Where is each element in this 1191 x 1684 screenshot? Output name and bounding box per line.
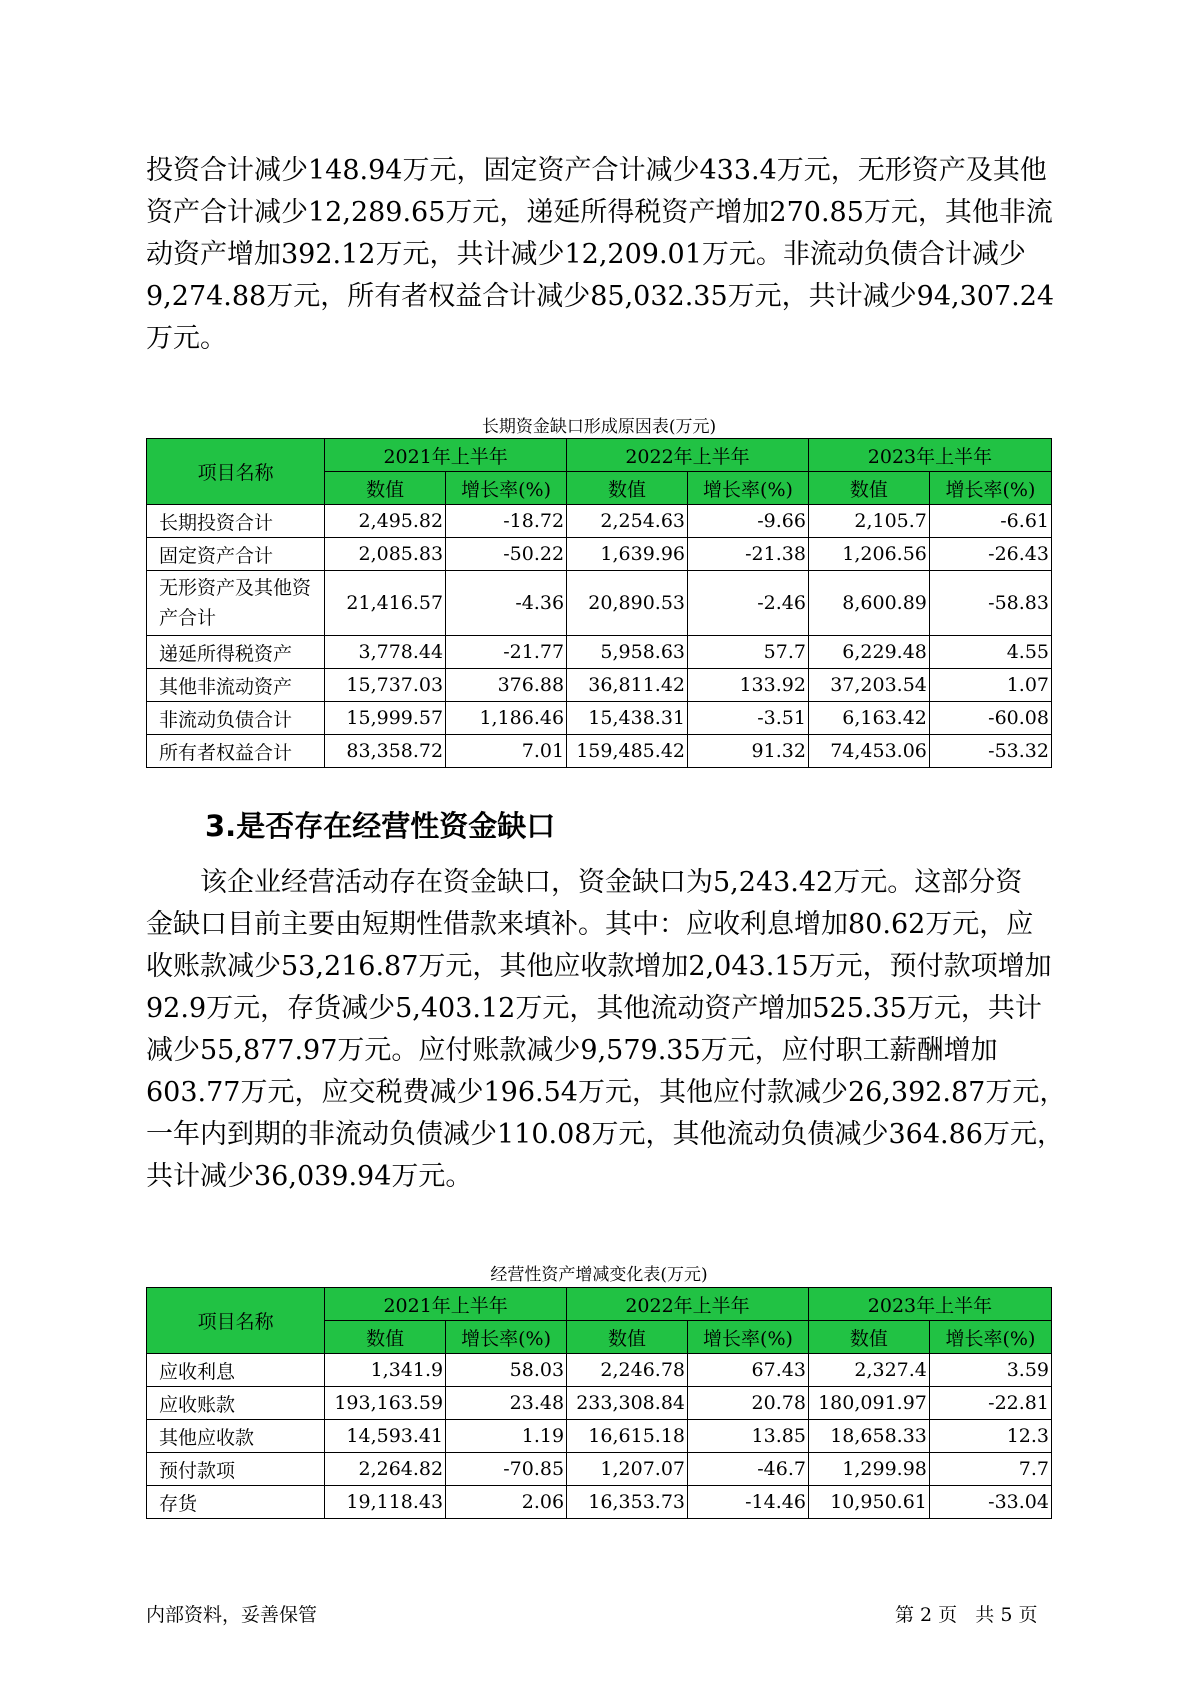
cell-growth: 1.07 [929, 669, 1051, 702]
row-label: 长期投资合计 [147, 505, 325, 538]
table-row [147, 669, 1052, 702]
cell-growth: -50.22 [446, 538, 567, 571]
paragraph-line: 资产合计减少12,289.65万元，递延所得税资产增加270.85万元，其他非流 [146, 197, 1053, 228]
cell-growth: -14.46 [688, 1486, 809, 1519]
cell-growth: 4.55 [929, 636, 1051, 669]
cell-value: 2,105.7 [808, 505, 929, 538]
cell-value: 20,890.53 [567, 571, 688, 636]
footer-confidential-note: 内部资料，妥善保管 [146, 1604, 318, 1626]
cell-value: 2,085.83 [325, 538, 446, 571]
cell-value: 8,600.89 [808, 571, 929, 636]
table-row [147, 636, 1052, 669]
cell-value: 15,438.31 [567, 702, 688, 735]
cell-growth: -18.72 [446, 505, 567, 538]
cell-value: 193,163.59 [325, 1387, 446, 1420]
cell-value: 15,737.03 [325, 669, 446, 702]
table-row [147, 1387, 1052, 1420]
table-row [147, 1453, 1052, 1486]
row-label: 固定资产合计 [147, 538, 325, 571]
cell-value: 233,308.84 [567, 1387, 688, 1420]
paragraph-line: 收账款减少53,216.87万元，其他应收款增加2,043.15万元，预付款项增加 [146, 951, 1052, 982]
cell-growth: 2.06 [446, 1486, 567, 1519]
cell-value: 10,950.61 [808, 1486, 929, 1519]
row-label: 递延所得税资产 [147, 636, 325, 669]
cell-growth: -60.08 [929, 702, 1051, 735]
cell-value: 180,091.97 [808, 1387, 929, 1420]
cell-growth: 7.01 [446, 735, 567, 768]
table-row [147, 505, 1052, 538]
cell-growth: -3.51 [688, 702, 809, 735]
column-header-growth: 增长率(%) [688, 1321, 809, 1354]
cell-growth: 7.7 [929, 1453, 1051, 1486]
cell-value: 19,118.43 [325, 1486, 446, 1519]
row-label-line: 产合计 [159, 607, 217, 629]
cell-growth: -53.32 [929, 735, 1051, 768]
cell-value: 159,485.42 [567, 735, 688, 768]
column-header-period: 2022年上半年 [567, 1288, 809, 1321]
paragraph-line: 该企业经营活动存在资金缺口，资金缺口为5,243.42万元。这部分资 [200, 867, 1023, 898]
paragraph-line: 9,274.88万元，所有者权益合计减少85,032.35万元，共计减少94,307.24 [146, 281, 1055, 312]
cell-growth: -21.38 [688, 538, 809, 571]
cell-growth: -2.46 [688, 571, 809, 636]
cell-growth: -58.83 [929, 571, 1051, 636]
table1-caption: 长期资金缺口形成原因表(万元) [481, 417, 717, 437]
paragraph-continued [146, 150, 1054, 360]
cell-value: 16,353.73 [567, 1486, 688, 1519]
row-label: 非流动负债合计 [147, 702, 325, 735]
cell-growth: 91.32 [688, 735, 809, 768]
cell-value: 2,495.82 [325, 505, 446, 538]
row-label: 存货 [147, 1486, 325, 1519]
paragraph-line: 万元。 [146, 323, 227, 354]
row-label: 其他非流动资产 [147, 669, 325, 702]
cell-growth: 58.03 [446, 1354, 567, 1387]
cell-value: 1,299.98 [808, 1453, 929, 1486]
cell-growth: -6.61 [929, 505, 1051, 538]
column-header-growth: 增长率(%) [929, 1321, 1051, 1354]
cell-value: 5,958.63 [567, 636, 688, 669]
cell-value: 2,246.78 [567, 1354, 688, 1387]
row-label: 预付款项 [147, 1453, 325, 1486]
cell-value: 1,341.9 [325, 1354, 446, 1387]
paragraph-operating-gap [146, 862, 1067, 1198]
cell-growth: 57.7 [688, 636, 809, 669]
column-header-value: 数值 [567, 472, 688, 505]
cell-value: 6,163.42 [808, 702, 929, 735]
operating-asset-change-table [146, 1287, 1052, 1519]
column-header-item-name: 项目名称 [147, 1288, 325, 1354]
column-header-period: 2023年上半年 [808, 1288, 1051, 1321]
cell-value: 37,203.54 [808, 669, 929, 702]
column-header-period: 2021年上半年 [325, 1288, 567, 1321]
paragraph-line: 603.77万元，应交税费减少196.54万元，其他应付款减少26,392.87万元， [146, 1077, 1067, 1108]
column-header-growth: 增长率(%) [688, 472, 809, 505]
table2-caption: 经营性资产增减变化表(万元) [490, 1265, 708, 1285]
cell-growth: -22.81 [929, 1387, 1051, 1420]
cell-growth: 67.43 [688, 1354, 809, 1387]
column-header-growth: 增长率(%) [929, 472, 1051, 505]
paragraph-line: 金缺口目前主要由短期性借款来填补。其中：应收利息增加80.62万元，应 [146, 909, 1034, 940]
cell-value: 74,453.06 [808, 735, 929, 768]
cell-value: 1,206.56 [808, 538, 929, 571]
row-label: 应收利息 [147, 1354, 325, 1387]
cell-growth: 376.88 [446, 669, 567, 702]
cell-value: 1,639.96 [567, 538, 688, 571]
table-row [147, 538, 1052, 571]
cell-value: 2,264.82 [325, 1453, 446, 1486]
cell-value: 83,358.72 [325, 735, 446, 768]
column-header-period: 2023年上半年 [808, 439, 1051, 472]
cell-value: 18,658.33 [808, 1420, 929, 1453]
cell-growth: 133.92 [688, 669, 809, 702]
cell-value: 14,593.41 [325, 1420, 446, 1453]
long-term-fund-gap-table [146, 438, 1052, 768]
column-header-growth: 增长率(%) [446, 472, 567, 505]
column-header-value: 数值 [808, 472, 929, 505]
section-heading: 3.是否存在经营性资金缺口 [205, 809, 556, 843]
cell-growth: -26.43 [929, 538, 1051, 571]
paragraph-line: 投资合计减少148.94万元，固定资产合计减少433.4万元，无形资产及其他 [146, 155, 1047, 186]
column-header-period: 2022年上半年 [567, 439, 809, 472]
table-row [147, 702, 1052, 735]
table-row [147, 735, 1052, 768]
paragraph-line: 共计减少36,039.94万元。 [146, 1161, 473, 1192]
cell-growth: -33.04 [929, 1486, 1051, 1519]
cell-value: 21,416.57 [325, 571, 446, 636]
cell-growth: 23.48 [446, 1387, 567, 1420]
cell-value: 2,254.63 [567, 505, 688, 538]
cell-value: 6,229.48 [808, 636, 929, 669]
cell-growth: 13.85 [688, 1420, 809, 1453]
paragraph-line: 减少55,877.97万元。应付账款减少9,579.35万元，应付职工薪酬增加 [146, 1035, 998, 1066]
column-header-item-name: 项目名称 [147, 439, 325, 505]
table-row [147, 1354, 1052, 1387]
cell-growth: -9.66 [688, 505, 809, 538]
cell-value: 15,999.57 [325, 702, 446, 735]
column-header-growth: 增长率(%) [446, 1321, 567, 1354]
row-label-line: 无形资产及其他资 [159, 577, 312, 599]
cell-value: 1,207.07 [567, 1453, 688, 1486]
cell-growth: 1.19 [446, 1420, 567, 1453]
cell-growth: -46.7 [688, 1453, 809, 1486]
cell-value: 3,778.44 [325, 636, 446, 669]
row-label: 应收账款 [147, 1387, 325, 1420]
cell-growth: 12.3 [929, 1420, 1051, 1453]
cell-growth: -4.36 [446, 571, 567, 636]
cell-growth: 20.78 [688, 1387, 809, 1420]
cell-growth: -21.77 [446, 636, 567, 669]
cell-value: 16,615.18 [567, 1420, 688, 1453]
column-header-value: 数值 [808, 1321, 929, 1354]
page-number: 第 2 页 共 5 页 [895, 1604, 1038, 1626]
row-label [147, 571, 325, 636]
table-row [147, 1486, 1052, 1519]
row-label: 其他应收款 [147, 1420, 325, 1453]
paragraph-line: 一年内到期的非流动负债减少110.08万元，其他流动负债减少364.86万元， [146, 1119, 1064, 1150]
paragraph-line: 动资产增加392.12万元，共计减少12,209.01万元。非流动负债合计减少 [146, 239, 1026, 270]
table-row [147, 571, 1052, 636]
row-label: 所有者权益合计 [147, 735, 325, 768]
column-header-value: 数值 [325, 472, 446, 505]
cell-value: 36,811.42 [567, 669, 688, 702]
cell-growth: 3.59 [929, 1354, 1051, 1387]
cell-growth: -70.85 [446, 1453, 567, 1486]
column-header-period: 2021年上半年 [325, 439, 567, 472]
cell-value: 2,327.4 [808, 1354, 929, 1387]
table-row [147, 1420, 1052, 1453]
paragraph-line: 92.9万元，存货减少5,403.12万元，其他流动资产增加525.35万元，共计 [146, 993, 1042, 1024]
column-header-value: 数值 [325, 1321, 446, 1354]
column-header-value: 数值 [567, 1321, 688, 1354]
cell-growth: 1,186.46 [446, 702, 567, 735]
